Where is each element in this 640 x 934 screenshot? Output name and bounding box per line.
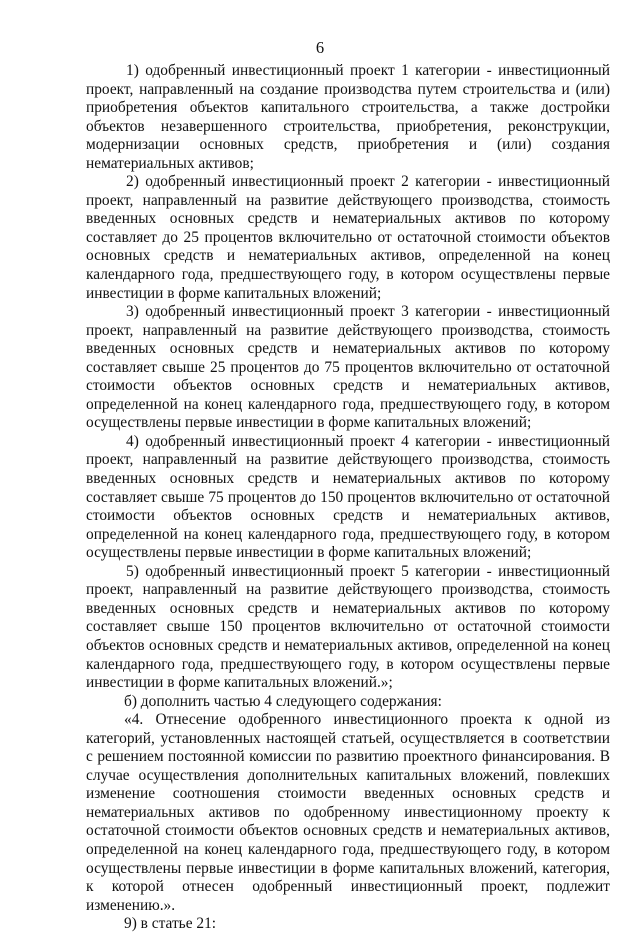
- paragraph-category-5: 5) одобренный инвестиционный проект 5 категории - инвестиционный проект, направленный на развитие действующего производства, стоимость введенных основных средств и нематериальных активов по которому составляет свыше 150 процентов включительно от остаточной стоимости объектов основных средств и нематериальных активов, определенной на конец календарного года, предшествующего году, в котором осуществлены первые инвестиции в форме капитальных вложений.»;: [86, 562, 610, 692]
- document-body: [86, 62, 610, 934]
- paragraph-category-4: 4) одобренный инвестиционный проект 4 категории - инвестиционный проект, направленный на развитие действующего производства, стоимость введенных основных средств и нематериальных активов по которому составляет свыше 75 процентов до 150 процентов включительно от остаточной стоимости объектов основных средств и нематериальных активов, определенной на конец календарного года, предшествующего году, в котором осуществлены первые инвестиции в форме капитальных вложений;: [86, 432, 610, 562]
- paragraph-article-21: 9) в статье 21:: [124, 915, 217, 933]
- paragraph-part-4: «4. Отнесение одобренного инвестиционного проекта к одной из категорий, установленных настоящей статьей, осуществляется в соответствии с решением постоянной комиссии по развитию проектного финансирования. В случае осуществления дополнительных капитальных вложений, повлекших изменение соотношения стоимости введенных основных средств и нематериальных активов по одобренному инвестиционному проекту к остаточной стоимости объектов основных средств и нематериальных активов, определенной на конец календарного года, предшествующего году, в котором осуществлены первые инвестиции в форме капитальных вложений, категория, к которой отнесен одобренный инвестиционный проект, подлежит изменению.».: [86, 711, 610, 914]
- paragraph-category-2: 2) одобренный инвестиционный проект 2 категории - инвестиционный проект, направленный на развитие действующего производства, стоимость введенных основных средств и нематериальных активов по которому составляет до 25 процентов включительно от остаточной стоимости объектов основных средств и нематериальных активов, определенной на конец календарного года, предшествующего году, в котором осуществлены первые инвестиции в форме капитальных вложений;: [86, 173, 610, 302]
- paragraph-category-3: 3) одобренный инвестиционный проект 3 категории - инвестиционный проект, направленный на развитие действующего производства, стоимость введенных основных средств и нематериальных активов по которому составляет свыше 25 процентов до 75 процентов включительно от остаточной стоимости объектов основных средств и нематериальных активов, определенной на конец календарного года, предшествующего году, в котором осуществлены первые инвестиции в форме капитальных вложений;: [86, 303, 610, 432]
- paragraph-category-1: 1) одобренный инвестиционный проект 1 категории - инвестиционный проект, направленный на создание производства путем строительства и (или) приобретения объектов капитального строительства, а также достройки объектов незавершенного строительства, приобретения, реконструкции, модернизации основных средств, приобретения и (или) создания нематериальных активов;: [86, 62, 610, 172]
- paragraph-amendment-b: б) дополнить частью 4 следующего содержания:: [124, 692, 442, 710]
- page-number: 6: [315, 38, 325, 57]
